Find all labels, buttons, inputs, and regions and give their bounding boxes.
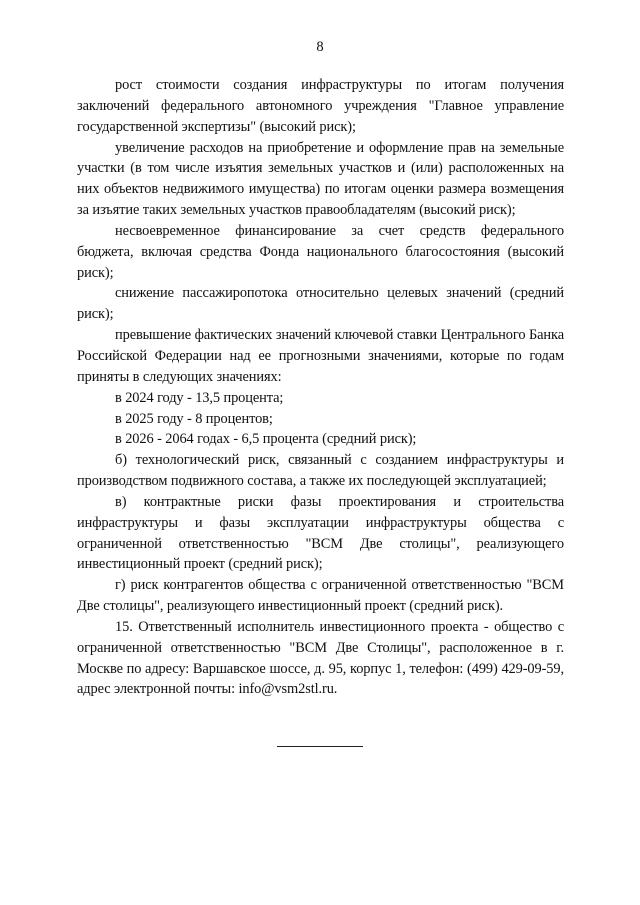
risk-item-g-counterparty: г) риск контрагентов общества с ограниченной ответственностью "ВСМ Две столицы", реализующего инвестиционный проект (средний риск). xyxy=(77,577,564,615)
risk-paragraph-financing: несвоевременное финансирование за счет средств федерального бюджета, включая средства Фонда национального благосостояния (высокий риск); xyxy=(77,222,564,281)
risk-paragraph-passenger-flow: снижение пассажиропотока относительно целевых значений (средний риск); xyxy=(77,285,564,323)
risk-paragraph-key-rate: превышение фактических значений ключевой ставки Центрального Банка Российской Федерации над ее прогнозными значениями, которые по годам приняты в следующих значениях: xyxy=(77,327,564,385)
page-number: 8 xyxy=(316,39,324,55)
risk-paragraph-land-expenses: увеличение расходов на приобретение и оформление прав на земельные участки (в том числе изъятия земельных участков и (или) расположенных на них объектов недвижимого имущества) по итогам оценки размера возмещения за изъятие таких земельных участков правообладателям (высокий риск); xyxy=(77,139,564,219)
risk-item-v-contract: в) контрактные риски фазы проектирования и строительства инфраструктуры и фазы эксплуатации инфраструктуры общества с ограниченной ответственностью "ВСМ Две столицы", реализующего инвестиционный проект (средний риск); xyxy=(77,493,564,573)
risk-paragraph-infrastructure-cost: рост стоимости создания инфраструктуры по итогам получения заключений федерального автономного учреждения "Главное управление государственной экспертизы" (высокий риск); xyxy=(77,77,564,135)
footer-separator-line xyxy=(277,746,363,747)
clause-15-responsible-executor: 15. Ответственный исполнитель инвестиционного проекта - общество с ограниченной ответственностью "ВСМ Две Столицы", расположенное в г. Москве по адресу: Варшавское шоссе, д. 95, корпус 1, телефон: (499) 429-09-59, адрес электронной почты: info@vsm2stl.ru. xyxy=(77,618,564,698)
risk-item-b-technological: б) технологический риск, связанный с созданием инфраструктуры и производством подвижного состава, а также их последующей эксплуатацией; xyxy=(77,452,564,490)
key-rate-2024: в 2024 году - 13,5 процента; xyxy=(115,389,284,406)
key-rate-2026-2064: в 2026 - 2064 годах - 6,5 процента (средний риск); xyxy=(115,431,417,448)
document-body xyxy=(77,75,564,700)
key-rate-2025: в 2025 году - 8 процентов; xyxy=(115,410,273,427)
